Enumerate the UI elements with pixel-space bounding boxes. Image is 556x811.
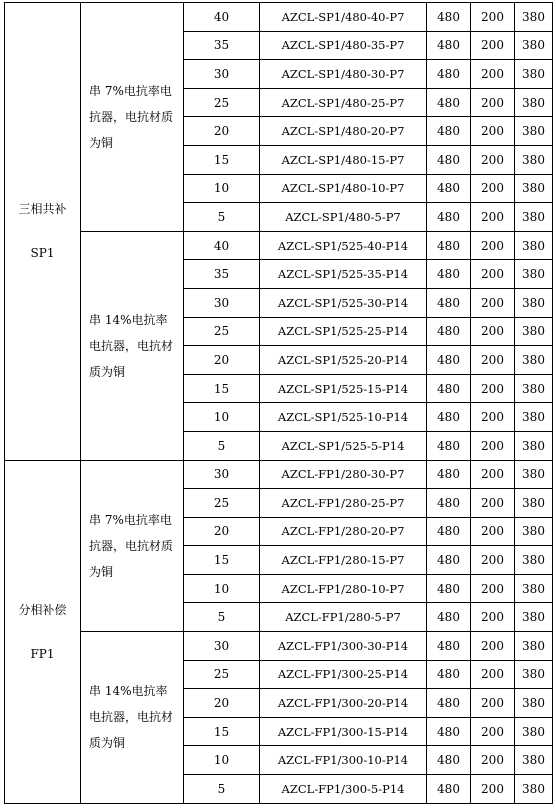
value-cell-380: 380 bbox=[515, 660, 553, 689]
value-cell-380: 380 bbox=[515, 775, 553, 804]
value-cell-200: 200 bbox=[471, 203, 515, 232]
value-cell-200: 200 bbox=[471, 403, 515, 432]
value-cell-200: 200 bbox=[471, 689, 515, 718]
value-cell-380: 380 bbox=[515, 403, 553, 432]
value-cell-200: 200 bbox=[471, 546, 515, 575]
value-cell-480: 480 bbox=[427, 3, 471, 32]
value-cell-480: 480 bbox=[427, 203, 471, 232]
subgroup-description: 串 7%电抗率电抗器，电抗材质为铜 bbox=[81, 3, 184, 232]
capacity-cell: 30 bbox=[184, 632, 260, 661]
value-cell-480: 480 bbox=[427, 174, 471, 203]
capacity-cell: 35 bbox=[184, 260, 260, 289]
model-cell: AZCL-SP1/480-35-P7 bbox=[260, 31, 427, 60]
value-cell-380: 380 bbox=[515, 288, 553, 317]
model-cell: AZCL-FP1/280-10-P7 bbox=[260, 574, 427, 603]
model-cell: AZCL-SP1/525-10-P14 bbox=[260, 403, 427, 432]
value-cell-480: 480 bbox=[427, 431, 471, 460]
capacity-cell: 35 bbox=[184, 31, 260, 60]
capacity-cell: 15 bbox=[184, 374, 260, 403]
value-cell-380: 380 bbox=[515, 431, 553, 460]
capacity-cell: 20 bbox=[184, 517, 260, 546]
model-cell: AZCL-FP1/300-15-P14 bbox=[260, 717, 427, 746]
value-cell-200: 200 bbox=[471, 603, 515, 632]
value-cell-380: 380 bbox=[515, 689, 553, 718]
table-row bbox=[5, 460, 553, 489]
value-cell-200: 200 bbox=[471, 260, 515, 289]
value-cell-200: 200 bbox=[471, 374, 515, 403]
capacity-cell: 5 bbox=[184, 431, 260, 460]
value-cell-380: 380 bbox=[515, 517, 553, 546]
table-row bbox=[5, 3, 553, 32]
model-cell: AZCL-SP1/480-20-P7 bbox=[260, 117, 427, 146]
model-cell: AZCL-SP1/525-5-P14 bbox=[260, 431, 427, 460]
capacity-cell: 10 bbox=[184, 174, 260, 203]
group-code: SP1 bbox=[30, 246, 55, 261]
value-cell-480: 480 bbox=[427, 717, 471, 746]
capacity-cell: 15 bbox=[184, 546, 260, 575]
model-cell: AZCL-FP1/280-25-P7 bbox=[260, 489, 427, 518]
value-cell-480: 480 bbox=[427, 574, 471, 603]
value-cell-200: 200 bbox=[471, 632, 515, 661]
value-cell-380: 380 bbox=[515, 174, 553, 203]
model-cell: AZCL-FP1/280-5-P7 bbox=[260, 603, 427, 632]
value-cell-380: 380 bbox=[515, 145, 553, 174]
value-cell-380: 380 bbox=[515, 489, 553, 518]
value-cell-200: 200 bbox=[471, 746, 515, 775]
value-cell-380: 380 bbox=[515, 60, 553, 89]
value-cell-480: 480 bbox=[427, 746, 471, 775]
value-cell-200: 200 bbox=[471, 460, 515, 489]
model-cell: AZCL-SP1/480-25-P7 bbox=[260, 88, 427, 117]
group-cell bbox=[5, 3, 81, 461]
group-cell bbox=[5, 460, 81, 803]
value-cell-480: 480 bbox=[427, 117, 471, 146]
capacity-cell: 10 bbox=[184, 403, 260, 432]
value-cell-200: 200 bbox=[471, 346, 515, 375]
value-cell-480: 480 bbox=[427, 374, 471, 403]
value-cell-200: 200 bbox=[471, 174, 515, 203]
value-cell-480: 480 bbox=[427, 260, 471, 289]
capacity-cell: 20 bbox=[184, 117, 260, 146]
model-cell: AZCL-SP1/525-15-P14 bbox=[260, 374, 427, 403]
capacity-cell: 20 bbox=[184, 689, 260, 718]
table-body bbox=[5, 3, 553, 804]
capacity-cell: 40 bbox=[184, 3, 260, 32]
value-cell-480: 480 bbox=[427, 517, 471, 546]
capacity-cell: 5 bbox=[184, 203, 260, 232]
value-cell-380: 380 bbox=[515, 717, 553, 746]
capacity-cell: 20 bbox=[184, 346, 260, 375]
value-cell-200: 200 bbox=[471, 117, 515, 146]
value-cell-480: 480 bbox=[427, 460, 471, 489]
model-cell: AZCL-SP1/525-20-P14 bbox=[260, 346, 427, 375]
value-cell-480: 480 bbox=[427, 317, 471, 346]
value-cell-480: 480 bbox=[427, 775, 471, 804]
value-cell-480: 480 bbox=[427, 403, 471, 432]
table-row bbox=[5, 231, 553, 260]
model-cell: AZCL-SP1/480-15-P7 bbox=[260, 145, 427, 174]
value-cell-200: 200 bbox=[471, 88, 515, 117]
model-cell: AZCL-FP1/300-20-P14 bbox=[260, 689, 427, 718]
value-cell-380: 380 bbox=[515, 117, 553, 146]
capacity-cell: 15 bbox=[184, 717, 260, 746]
model-cell: AZCL-SP1/525-35-P14 bbox=[260, 260, 427, 289]
value-cell-200: 200 bbox=[471, 60, 515, 89]
value-cell-380: 380 bbox=[515, 346, 553, 375]
value-cell-480: 480 bbox=[427, 88, 471, 117]
value-cell-200: 200 bbox=[471, 288, 515, 317]
model-cell: AZCL-FP1/300-25-P14 bbox=[260, 660, 427, 689]
capacity-cell: 10 bbox=[184, 746, 260, 775]
model-cell: AZCL-FP1/280-15-P7 bbox=[260, 546, 427, 575]
value-cell-200: 200 bbox=[471, 574, 515, 603]
capacity-cell: 25 bbox=[184, 317, 260, 346]
value-cell-200: 200 bbox=[471, 231, 515, 260]
value-cell-380: 380 bbox=[515, 231, 553, 260]
value-cell-380: 380 bbox=[515, 746, 553, 775]
spec-table bbox=[4, 2, 553, 804]
capacity-cell: 30 bbox=[184, 288, 260, 317]
value-cell-480: 480 bbox=[427, 603, 471, 632]
model-cell: AZCL-SP1/480-40-P7 bbox=[260, 3, 427, 32]
model-cell: AZCL-SP1/480-5-P7 bbox=[260, 203, 427, 232]
capacity-cell: 10 bbox=[184, 574, 260, 603]
value-cell-480: 480 bbox=[427, 546, 471, 575]
value-cell-380: 380 bbox=[515, 574, 553, 603]
value-cell-480: 480 bbox=[427, 489, 471, 518]
value-cell-380: 380 bbox=[515, 260, 553, 289]
subgroup-description: 串 7%电抗率电抗器，电抗材质为铜 bbox=[81, 460, 184, 632]
model-cell: AZCL-SP1/525-40-P14 bbox=[260, 231, 427, 260]
model-cell: AZCL-FP1/280-30-P7 bbox=[260, 460, 427, 489]
capacity-cell: 30 bbox=[184, 60, 260, 89]
value-cell-380: 380 bbox=[515, 460, 553, 489]
value-cell-200: 200 bbox=[471, 431, 515, 460]
capacity-cell: 30 bbox=[184, 460, 260, 489]
value-cell-200: 200 bbox=[471, 489, 515, 518]
capacity-cell: 15 bbox=[184, 145, 260, 174]
model-cell: AZCL-FP1/300-5-P14 bbox=[260, 775, 427, 804]
group-name: 三相共补 bbox=[18, 202, 67, 217]
value-cell-380: 380 bbox=[515, 31, 553, 60]
capacity-cell: 25 bbox=[184, 88, 260, 117]
value-cell-380: 380 bbox=[515, 546, 553, 575]
value-cell-480: 480 bbox=[427, 288, 471, 317]
value-cell-380: 380 bbox=[515, 632, 553, 661]
value-cell-380: 380 bbox=[515, 88, 553, 117]
model-cell: AZCL-SP1/525-30-P14 bbox=[260, 288, 427, 317]
value-cell-480: 480 bbox=[427, 660, 471, 689]
capacity-cell: 5 bbox=[184, 775, 260, 804]
value-cell-380: 380 bbox=[515, 3, 553, 32]
value-cell-380: 380 bbox=[515, 317, 553, 346]
value-cell-200: 200 bbox=[471, 660, 515, 689]
value-cell-380: 380 bbox=[515, 374, 553, 403]
value-cell-200: 200 bbox=[471, 317, 515, 346]
subgroup-description: 串 14%电抗率电抗器，电抗材质为铜 bbox=[81, 231, 184, 460]
capacity-cell: 25 bbox=[184, 660, 260, 689]
group-code: FP1 bbox=[30, 646, 55, 661]
value-cell-380: 380 bbox=[515, 603, 553, 632]
model-cell: AZCL-FP1/300-30-P14 bbox=[260, 632, 427, 661]
model-cell: AZCL-FP1/300-10-P14 bbox=[260, 746, 427, 775]
model-cell: AZCL-SP1/480-10-P7 bbox=[260, 174, 427, 203]
model-cell: AZCL-FP1/280-20-P7 bbox=[260, 517, 427, 546]
value-cell-200: 200 bbox=[471, 775, 515, 804]
subgroup-description: 串 14%电抗率电抗器，电抗材质为铜 bbox=[81, 632, 184, 804]
capacity-cell: 25 bbox=[184, 489, 260, 518]
value-cell-480: 480 bbox=[427, 31, 471, 60]
value-cell-200: 200 bbox=[471, 3, 515, 32]
group-name: 分相补偿 bbox=[18, 602, 67, 617]
value-cell-480: 480 bbox=[427, 346, 471, 375]
model-cell: AZCL-SP1/525-25-P14 bbox=[260, 317, 427, 346]
value-cell-480: 480 bbox=[427, 231, 471, 260]
value-cell-380: 380 bbox=[515, 203, 553, 232]
value-cell-480: 480 bbox=[427, 60, 471, 89]
value-cell-480: 480 bbox=[427, 145, 471, 174]
value-cell-200: 200 bbox=[471, 145, 515, 174]
value-cell-200: 200 bbox=[471, 717, 515, 746]
table-row bbox=[5, 632, 553, 661]
value-cell-200: 200 bbox=[471, 31, 515, 60]
value-cell-200: 200 bbox=[471, 517, 515, 546]
value-cell-480: 480 bbox=[427, 689, 471, 718]
model-cell: AZCL-SP1/480-30-P7 bbox=[260, 60, 427, 89]
capacity-cell: 5 bbox=[184, 603, 260, 632]
capacity-cell: 40 bbox=[184, 231, 260, 260]
value-cell-480: 480 bbox=[427, 632, 471, 661]
